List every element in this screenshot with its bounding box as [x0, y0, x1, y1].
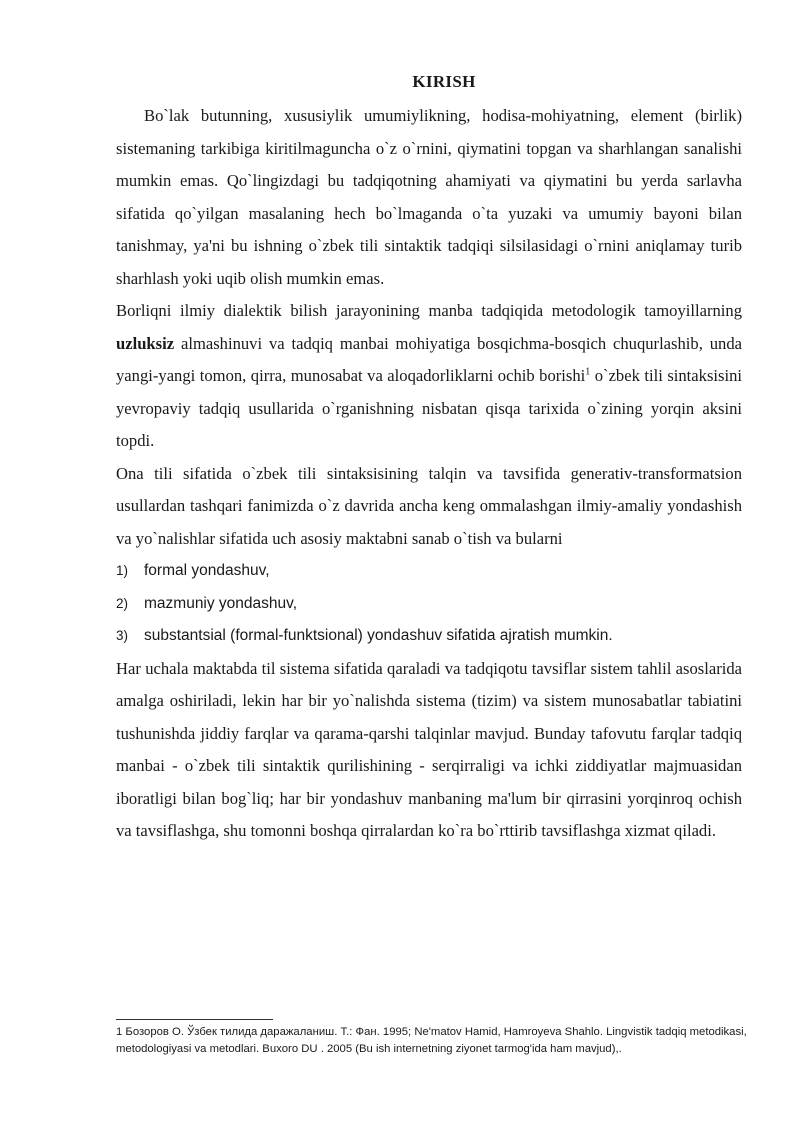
paragraph-methodology-text-3: o`zbek tili sintaksisini yevropaviy tadqiq usullarida o`rganishning nisbatan qisqa tarixida o`zining yorqin aksini topdi.: [116, 366, 742, 450]
list-item: [116, 555, 742, 588]
list-text: substantsial (formal-funktsional) yondashuv sifatida ajratish mumkin.: [144, 627, 613, 644]
paragraph-conclusion: Har uchala maktabda til sistema sifatida qaraladi va tadqiqotu tavsiflar sistem tahlil asoslarida amalga oshiriladi, lekin har bir yo`nalishda sistema (tizim) va sistem munosabatlar tabiatini tushunishda jiddiy farqlar va qarama-qarshi talqinlar mavjud. Bunday tafovutu farqlar tadqiq manbai - o`zbek tili sintaktik qurilishining - serqirraligi va ichki ziddiyatlar majmuasidan iboratligi bilan bog`liq; har bir yondashuv manbaning ma'lum bir qirrasini yorqinroq ochish va tavsiflashga, shu tomonni boshqa qirralardan ko`ra bo`rttirib tavsiflashga xizmat qiladi.: [116, 658, 742, 840]
paragraph-intro: Bo`lak butunning, xususiylik umumiylikning, hodisa-mohiyatning, element (birlik) sistemaning tarkibiga kiritilmaguncha o`z o`rnini, qiymatini topgan va sharhlangan sanalishi mumkin emas. Qo`lingizdagi bu tadqiqotning ahamiyati va qiymatini bu yerda sarlavha sifatida qo`yilgan masalaning hech bo`lmaganda o`ta yuzaki va umumiy bayoni bilan tanishmay, ya'ni bu ishning o`zbek tili sintaktik tadqiqi silsilasidagi o`rnini aniqlamay turib sharhlash yoki uqib olish mumkin emas.: [116, 106, 742, 288]
paragraph-methodology-text-1: Borliqni ilmiy dialektik bilish jarayonining manba tadqiqida metodologik tamoyillarning: [116, 301, 742, 320]
bold-term: uzluksiz: [116, 333, 175, 353]
list-number: 3): [116, 628, 129, 643]
paragraph-methodology-text-2: almashinuvi va tadqiq manbai mohiyatiga bosqichma-bosqich chuqurlashib, unda yangi-yangi tomon, qirra, munosabat va aloqadorliklarni ochib borishi: [116, 333, 742, 385]
list-item: [116, 588, 742, 621]
paragraph-methodology: [116, 295, 742, 458]
approaches-list: [116, 555, 742, 653]
paragraph-schools: Ona tili sifatida o`zbek tili sintaksisining talqin va tavsifida generativ-transformatsion usullardan tashqari fanimizda o`z davrida ancha keng ommalashgan ilmiy-amaliy yondashish va yo`nalishlar sifatida uch asosiy maktabni sanab o`tish va bularni: [116, 463, 742, 548]
document-body: [116, 72, 742, 848]
footnote-text: 1 Бозоров О. Ўзбек тилида даражаланиш. Т.: Фан. 1995; Ne'matov Hamid, Hamroyeva Shahlo. Lingvistik tadqiq metodikasi, metodologiyasi va metodlari. Buxoro DU . 2005 (Bu ish internetning ziyonet tarmog'ida ham mavjud),.: [116, 1026, 747, 1055]
list-text: formal yondashuv,: [144, 562, 270, 579]
list-number: 1): [116, 563, 129, 578]
list-number: 2): [116, 595, 129, 611]
list-text: mazmuniy yondashuv,: [144, 594, 298, 612]
footnote-reference[interactable]: 1: [585, 366, 591, 378]
list-item: [116, 620, 742, 653]
page-title: KIRISH: [412, 72, 476, 91]
footnote-divider: [116, 1019, 273, 1020]
